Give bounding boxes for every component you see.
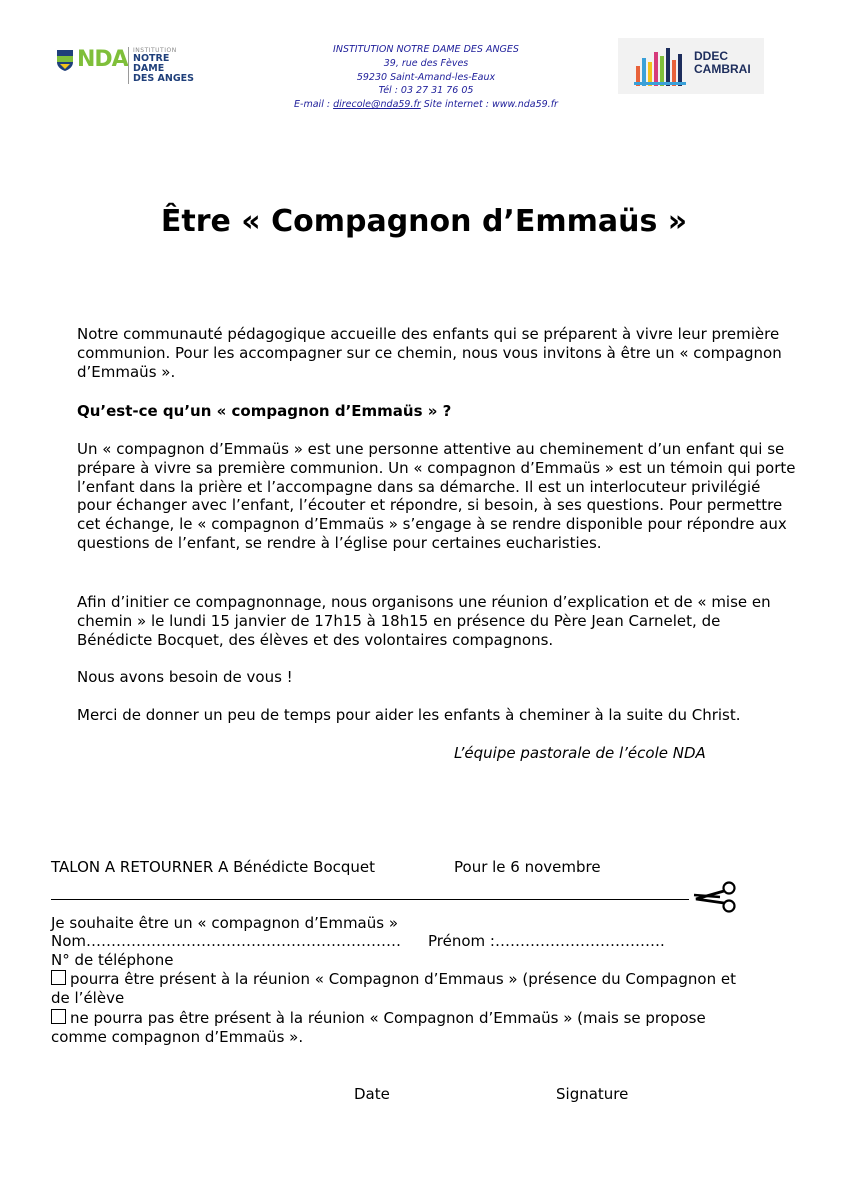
signature-label: Signature (556, 1085, 629, 1103)
absent-checkbox[interactable] (51, 1009, 66, 1024)
definition-paragraph: Un « compagnon d’Emmaüs » est une personne attentive au cheminement d’un enfant qui se prépare à vivre sa première communion. Un « compagnon d’Emmaüs » est un témoin qui porte l’enfant dans la prière et l’accompagne dans sa démarche. Il est un interlocuteur privilégié pour échanger avec l’enfant, l’écouter et répondre, si besoin, à ses questions. Pour permettre cet échange, le « compagnon d’Emmaüs » s’engage à se rendre disponible pour répondre aux questions de l’enfant, se rendre à l’église pour certaines eucharisties. (77, 440, 796, 552)
need-paragraph: Nous avons besoin de vous ! (77, 668, 293, 686)
option-absent-text: ne pourra pas être présent à la réunion « Compagnon d’Emmaüs » (mais se propose (70, 1009, 706, 1027)
contact-web-line (220, 98, 632, 112)
ddec-logo-line1: DDEC (694, 49, 729, 63)
page-title: Être « Compagnon d’Emmaüs » (160, 204, 688, 239)
contact-block (220, 43, 632, 112)
nda-logo-name-line2: DES ANGES (133, 73, 194, 84)
ddec-logo-text (694, 50, 751, 76)
option-present-line1 (51, 970, 736, 989)
present-checkbox[interactable] (51, 970, 66, 985)
contact-email-label: E-mail : (294, 99, 334, 111)
talon-deadline: Pour le 6 novembre (454, 858, 601, 876)
talon-header: TALON A RETOURNER A Bénédicte Bocquet (51, 858, 376, 876)
option-absent-line2: comme compagnon d’Emmaüs ». (51, 1028, 304, 1046)
nda-logo-text (128, 47, 196, 84)
wish-line: Je souhaite être un « compagnon d’Emmaüs » (51, 914, 399, 932)
contact-city: 59230 Saint-Amand-les-Eaux (356, 71, 496, 83)
nda-logo (56, 44, 196, 84)
nda-shield-icon (56, 48, 74, 72)
option-absent-line1 (51, 1009, 706, 1028)
firstname-field[interactable]: Prénom :……………………………. (428, 932, 665, 950)
ddec-logo-line2: CAMBRAI (694, 62, 751, 76)
nda-logo-letters: NDA (77, 47, 128, 72)
option-present-line2: de l’élève (51, 989, 125, 1007)
meeting-paragraph: Afin d’initier ce compagnonnage, nous organisons une réunion d’explication et de « mise en chemin » le lundi 15 janvier de 17h15 à 18h15 en présence du Père Jean Carnelet, de Bénédicte Bocquet, des élèves et des volontaires compagnons. (77, 593, 771, 649)
ddec-bars-icon (632, 44, 692, 88)
question-heading: Qu’est-ce qu’un « compagnon d’Emmaüs » ? (77, 402, 452, 420)
phone-field[interactable]: N° de téléphone (51, 951, 174, 969)
cut-line (51, 899, 689, 900)
nda-logo-name-line1: NOTRE DAME (133, 53, 170, 74)
contact-street: 39, rue des Fèves (383, 57, 469, 69)
intro-paragraph: Notre communauté pédagogique accueille des enfants qui se préparent à vivre leur première communion. Pour les accompagner sur ce chemin, nous vous invitons à être un « compagnon d’Emmaüs ». (77, 325, 782, 381)
scissors-icon (690, 880, 738, 914)
date-label: Date (354, 1085, 390, 1103)
name-field[interactable]: Nom……………………………………………………… (51, 932, 402, 950)
contact-email-link[interactable]: direcole@nda59.fr (333, 99, 421, 111)
contact-phone: Tél : 03 27 31 76 05 (378, 85, 474, 97)
ddec-logo (618, 38, 764, 94)
signature-line: L’équipe pastorale de l’école NDA (454, 744, 706, 762)
option-present-text: pourra être présent à la réunion « Compagnon d’Emmaus » (présence du Compagnon et (70, 970, 736, 988)
nda-logo-institution: INSTITUTION (133, 47, 177, 54)
contact-institution-name: INSTITUTION NOTRE DAME DES ANGES (333, 44, 519, 55)
contact-site: Site internet : www.nda59.fr (420, 99, 558, 111)
thanks-paragraph: Merci de donner un peu de temps pour aider les enfants à cheminer à la suite du Christ. (77, 706, 741, 724)
